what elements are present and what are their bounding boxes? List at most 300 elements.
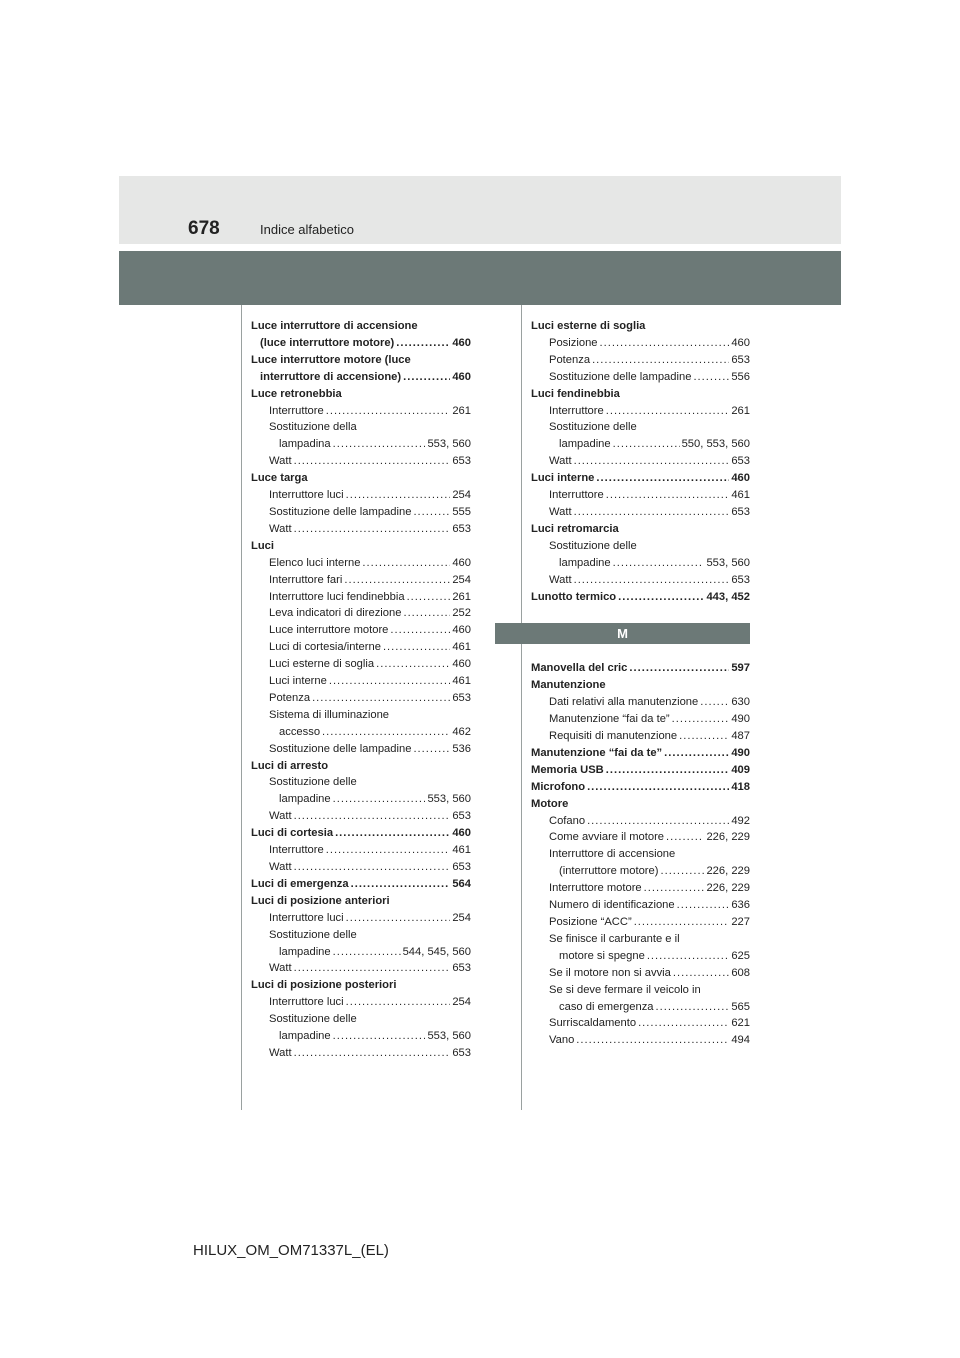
index-entry: [531, 762, 750, 779]
leader-dots: [606, 487, 730, 504]
leader-dots: [413, 741, 450, 758]
leader-dots: [638, 1015, 729, 1032]
index-entry: [531, 352, 750, 369]
index-entry: [251, 944, 471, 961]
entry-term: Potenza: [549, 353, 591, 366]
index-entry: [251, 639, 471, 656]
leader-dots: [335, 825, 450, 842]
index-entry: [251, 521, 471, 538]
entry-pages: 653: [452, 962, 471, 975]
leader-dots: [294, 453, 451, 470]
entry-pages: 462: [452, 725, 471, 738]
entry-term: Sistema di illuminazione: [269, 708, 390, 721]
index-list-m: [531, 660, 750, 1049]
entry-term: Come avviare il motore: [549, 831, 665, 844]
entry-pages: 553, 560: [427, 793, 471, 806]
index-entry: [531, 813, 750, 830]
index-entry: [531, 436, 750, 453]
entry-term: Luci di posizione anteriori: [251, 894, 390, 907]
entry-pages: 254: [452, 489, 471, 502]
index-entry: [251, 572, 471, 589]
index-entry: [531, 386, 750, 403]
entry-pages: 460: [452, 370, 471, 383]
leader-dots: [390, 622, 450, 639]
leader-dots: [362, 555, 450, 572]
entry-term: Sostituzione delle: [549, 539, 637, 552]
index-entry: [531, 521, 750, 538]
index-column-right: [531, 318, 750, 1049]
entry-term: Luce interruttore di accensione: [251, 320, 418, 332]
index-entry: [251, 403, 471, 420]
right-column-rule: [521, 305, 522, 1110]
leader-dots: [587, 813, 729, 830]
index-entry: [251, 876, 471, 893]
entry-term: Watt: [269, 810, 292, 823]
entry-pages: 461: [731, 489, 750, 502]
leader-dots: [413, 504, 450, 521]
entry-term: Microfono: [531, 780, 586, 793]
entry-pages: 597: [731, 662, 750, 675]
index-entry: [531, 846, 750, 863]
entry-term: Interruttore: [269, 844, 324, 857]
index-entry: [531, 829, 750, 846]
entry-term: Sostituzione della: [269, 421, 357, 434]
leader-dots: [346, 994, 451, 1011]
leader-dots: [407, 589, 451, 606]
entry-term: Sostituzione delle: [269, 928, 357, 941]
entry-term: motore si spegne: [559, 949, 645, 962]
leader-dots: [326, 403, 451, 420]
index-entry: [531, 999, 750, 1016]
leader-dots: [396, 335, 450, 352]
entry-term: Numero di identificazione: [549, 899, 675, 912]
index-entry: [531, 1032, 750, 1049]
entry-term: Posizione “ACC”: [549, 916, 632, 928]
entry-term: Interruttore di accensione: [549, 848, 676, 861]
index-column-left: [251, 318, 471, 1062]
index-entry: [251, 605, 471, 622]
leader-dots: [403, 605, 450, 622]
entry-term: Motore: [531, 797, 569, 810]
entry-pages: 653: [731, 455, 750, 468]
index-entry: [251, 724, 471, 741]
entry-term: Luci: [251, 539, 274, 552]
section-title: Indice alfabetico: [260, 222, 354, 237]
entry-pages: 536: [452, 742, 471, 755]
leader-dots: [351, 876, 451, 893]
entry-term: Sostituzione delle: [269, 1013, 357, 1026]
index-entry: [251, 335, 471, 352]
entry-term: Luci interne: [269, 675, 327, 688]
leader-dots: [660, 863, 704, 880]
entry-term: Sostituzione delle lampadine: [549, 370, 692, 383]
entry-term: Sostituzione delle lampadine: [269, 742, 412, 755]
index-entry: [531, 711, 750, 728]
index-entry: [251, 927, 471, 944]
entry-pages: 494: [731, 1034, 750, 1047]
entry-term: Luci di arresto: [251, 759, 329, 772]
index-entry: [531, 728, 750, 745]
entry-term: Dati relativi alla manutenzione: [549, 696, 699, 709]
leader-dots: [629, 660, 729, 677]
index-entry: [251, 453, 471, 470]
leader-dots: [376, 656, 450, 673]
entry-term: Watt: [549, 573, 572, 586]
index-list-l: [531, 318, 750, 605]
leader-dots: [333, 436, 426, 453]
entry-pages: 653: [731, 505, 750, 518]
entry-pages: 490: [731, 746, 750, 759]
entry-term: Cofano: [549, 814, 586, 827]
entry-pages: 630: [731, 696, 750, 709]
index-entry: [251, 504, 471, 521]
leader-dots: [333, 791, 426, 808]
entry-pages: 550, 553, 560: [681, 438, 750, 451]
entry-term: lampadine: [279, 793, 331, 806]
entry-term: Surriscaldamento: [549, 1017, 637, 1030]
entry-term: Vano: [549, 1034, 575, 1047]
leader-dots: [294, 521, 451, 538]
entry-pages: 461: [452, 675, 471, 688]
index-entry: [531, 982, 750, 999]
entry-term: Luci esterne di soglia: [269, 658, 375, 671]
entry-term: Watt: [549, 505, 572, 518]
leader-dots: [312, 690, 450, 707]
index-entry: [251, 960, 471, 977]
leader-dots: [677, 897, 730, 914]
entry-term: Interruttore: [549, 404, 604, 417]
index-entry: [251, 419, 471, 436]
index-entry: [531, 779, 750, 796]
entry-term: Watt: [269, 522, 292, 535]
entry-term: Memoria USB: [531, 763, 604, 776]
index-entry: [251, 791, 471, 808]
entry-term: Luci fendinebbia: [531, 387, 620, 400]
leader-dots: [574, 504, 730, 521]
index-entry: [531, 694, 750, 711]
entry-pages: 254: [452, 573, 471, 586]
entry-pages: 490: [731, 713, 750, 726]
leader-dots: [613, 555, 705, 572]
entry-term: Sostituzione delle lampadine: [269, 505, 412, 518]
entry-pages: 487: [731, 730, 750, 743]
entry-pages: 653: [452, 691, 471, 704]
leader-dots: [346, 910, 451, 927]
index-entry: [251, 487, 471, 504]
entry-pages: 254: [452, 996, 471, 1009]
leader-dots: [294, 859, 451, 876]
leader-dots: [333, 1028, 426, 1045]
leader-dots: [294, 1045, 451, 1062]
index-entry: [531, 538, 750, 555]
index-entry: [531, 931, 750, 948]
leader-dots: [700, 694, 729, 711]
entry-pages: 460: [452, 624, 471, 637]
entry-term: caso di emergenza: [559, 1000, 654, 1013]
header-dark-band: [119, 251, 841, 305]
index-entry: [531, 965, 750, 982]
entry-term: Sostituzione delle: [269, 776, 357, 789]
entry-pages: 460: [452, 336, 471, 349]
leader-dots: [606, 403, 730, 420]
entry-term: (interruttore motore): [559, 865, 659, 878]
index-entry: [531, 948, 750, 965]
entry-term: Watt: [269, 1046, 292, 1059]
index-entry: [531, 318, 750, 335]
entry-pages: 565: [731, 1000, 750, 1013]
entry-pages: 653: [452, 861, 471, 873]
entry-term: lampadine: [279, 945, 331, 958]
index-entry: [251, 369, 471, 386]
index-entry: [251, 352, 471, 369]
entry-term: Elenco luci interne: [269, 556, 361, 569]
index-entry: [251, 859, 471, 876]
entry-term: Lunotto termico: [531, 590, 617, 603]
entry-pages: 553, 560: [427, 1030, 471, 1043]
index-entry: [251, 673, 471, 690]
entry-term: Interruttore: [269, 404, 324, 417]
entry-pages: 460: [731, 336, 750, 349]
entry-term: Requisiti di manutenzione: [549, 730, 678, 743]
entry-pages: 608: [731, 966, 750, 979]
leader-dots: [613, 436, 680, 453]
leader-dots: [644, 880, 705, 897]
entry-pages: 252: [452, 607, 471, 620]
entry-pages: 461: [452, 641, 471, 654]
entry-pages: 636: [731, 899, 750, 912]
index-entry: [531, 504, 750, 521]
entry-term: Potenza: [269, 691, 311, 704]
entry-pages: 261: [452, 404, 471, 417]
entry-pages: 625: [731, 949, 750, 962]
leader-dots: [346, 487, 451, 504]
entry-pages: 261: [731, 404, 750, 417]
leader-dots: [576, 1032, 729, 1049]
leader-dots: [383, 639, 450, 656]
leader-dots: [664, 745, 729, 762]
entry-term: Luce interruttore motore (luce: [251, 353, 411, 366]
leader-dots: [322, 724, 450, 741]
leader-dots: [693, 369, 729, 386]
index-entry: [251, 318, 471, 335]
leader-dots: [672, 711, 730, 728]
entry-term: Manutenzione: [531, 679, 606, 692]
index-entry: [251, 808, 471, 825]
index-entry: [531, 487, 750, 504]
leader-dots: [600, 335, 730, 352]
leader-dots: [656, 999, 730, 1016]
left-column-rule: [241, 305, 242, 1110]
leader-dots: [329, 673, 450, 690]
entry-term: Manovella del cric: [531, 662, 628, 675]
entry-term: Interruttore luci: [269, 911, 344, 924]
entry-pages: 254: [452, 911, 471, 924]
entry-term: Interruttore fari: [269, 573, 343, 586]
entry-term: Manutenzione “fai da te”: [531, 746, 663, 759]
entry-term: lampadina: [279, 438, 331, 451]
entry-pages: 418: [731, 780, 750, 793]
entry-term: Watt: [269, 962, 292, 975]
index-entry: [251, 470, 471, 487]
leader-dots: [592, 352, 729, 369]
entry-term: Leva indicatori di direzione: [269, 607, 402, 620]
index-entry: [251, 707, 471, 724]
entry-term: Interruttore luci fendinebbia: [269, 590, 405, 603]
header-band: [119, 176, 841, 244]
index-entry: [251, 774, 471, 791]
index-entry: [251, 690, 471, 707]
index-entry: [251, 589, 471, 606]
entry-term: Luci retromarcia: [531, 522, 619, 535]
leader-dots: [634, 914, 730, 931]
entry-pages: 564: [452, 877, 471, 890]
leader-dots: [647, 948, 730, 965]
entry-pages: 461: [452, 844, 471, 857]
leader-dots: [326, 842, 451, 859]
entry-pages: 226, 229: [706, 831, 750, 844]
entry-pages: 653: [452, 810, 471, 823]
entry-term: Se il motore non si avvia: [549, 966, 671, 979]
leader-dots: [574, 453, 730, 470]
entry-term: Luce retronebbia: [251, 387, 342, 400]
entry-term: Watt: [549, 455, 572, 468]
entry-term: (luce interruttore motore): [260, 336, 395, 349]
leader-dots: [294, 808, 451, 825]
index-entry: [251, 386, 471, 403]
leader-dots: [673, 965, 729, 982]
entry-pages: 553, 560: [427, 438, 471, 451]
entry-pages: 553, 560: [706, 556, 750, 569]
index-entry: [251, 893, 471, 910]
index-entry: [251, 555, 471, 572]
leader-dots: [666, 829, 704, 846]
index-entry: [531, 335, 750, 352]
entry-term: Watt: [269, 861, 292, 873]
index-entry: [251, 910, 471, 927]
entry-term: Luci interne: [531, 472, 595, 485]
entry-pages: 653: [452, 455, 471, 468]
leader-dots: [587, 779, 729, 796]
document-code: HILUX_OM_OM71337L_(EL): [193, 1242, 389, 1259]
entry-term: Posizione: [549, 336, 598, 349]
entry-term: accesso: [279, 725, 321, 738]
entry-term: Interruttore luci: [269, 489, 344, 502]
index-entry: [531, 572, 750, 589]
entry-pages: 653: [452, 522, 471, 535]
index-entry: [531, 880, 750, 897]
leader-dots: [606, 762, 730, 779]
entry-term: Watt: [269, 455, 292, 468]
entry-term: Luci di posizione posteriori: [251, 979, 397, 992]
entry-pages: 653: [452, 1046, 471, 1059]
entry-term: Luce interruttore motore: [269, 624, 389, 637]
leader-dots: [344, 572, 450, 589]
entry-pages: 544, 545, 560: [402, 945, 471, 958]
entry-term: Interruttore luci: [269, 996, 344, 1009]
entry-term: lampadine: [279, 1030, 331, 1043]
entry-pages: 227: [731, 916, 750, 928]
index-entry: [531, 677, 750, 694]
entry-term: Se finisce il carburante e il: [549, 932, 680, 945]
entry-pages: 492: [731, 814, 750, 827]
index-entry: [251, 825, 471, 842]
index-entry: [251, 842, 471, 859]
entry-pages: 653: [731, 353, 750, 366]
entry-pages: 460: [452, 556, 471, 569]
index-entry: [531, 1015, 750, 1032]
index-entry: [531, 369, 750, 386]
entry-pages: 556: [731, 370, 750, 383]
index-entry: [251, 977, 471, 994]
leader-dots: [333, 944, 401, 961]
letter-heading: M: [495, 623, 750, 644]
entry-term: lampadine: [559, 556, 611, 569]
index-entry: [531, 453, 750, 470]
index-entry: [531, 470, 750, 487]
entry-pages: 226, 229: [706, 882, 750, 895]
leader-dots: [596, 470, 729, 487]
entry-pages: 460: [731, 472, 750, 485]
entry-pages: 460: [452, 658, 471, 671]
entry-term: interruttore di accensione): [260, 370, 402, 383]
entry-term: Luci di cortesia: [251, 827, 334, 840]
index-entry: [531, 589, 750, 606]
entry-pages: 460: [452, 827, 471, 840]
entry-pages: 409: [731, 763, 750, 776]
index-entry: [251, 538, 471, 555]
entry-term: Sostituzione delle: [549, 421, 637, 434]
entry-pages: 555: [452, 505, 471, 518]
index-entry: [251, 994, 471, 1011]
leader-dots: [574, 572, 730, 589]
index-entry: [531, 796, 750, 813]
index-entry: [251, 1028, 471, 1045]
leader-dots: [618, 589, 704, 606]
entry-term: Luci di emergenza: [251, 877, 349, 890]
entry-pages: 226, 229: [706, 865, 750, 878]
index-entry: [251, 656, 471, 673]
index-entry: [531, 403, 750, 420]
index-entry: [251, 622, 471, 639]
leader-dots: [294, 960, 451, 977]
index-entry: [531, 897, 750, 914]
index-entry: [251, 1011, 471, 1028]
entry-term: Luce targa: [251, 472, 308, 485]
entry-term: Interruttore: [549, 489, 604, 502]
index-entry: [251, 436, 471, 453]
index-entry: [531, 555, 750, 572]
entry-pages: 261: [452, 590, 471, 603]
entry-term: Interruttore motore: [549, 882, 642, 895]
page-number: 678: [188, 218, 220, 239]
leader-dots: [679, 728, 729, 745]
entry-term: Se si deve fermare il veicolo in: [549, 983, 701, 996]
index-entry: [251, 741, 471, 758]
entry-term: Luci di cortesia/interne: [269, 641, 381, 654]
index-entry: [531, 863, 750, 880]
entry-pages: 443, 452: [706, 590, 750, 603]
index-entry: [531, 745, 750, 762]
index-entry: [251, 1045, 471, 1062]
entry-term: lampadine: [559, 438, 611, 451]
entry-term: Luci esterne di soglia: [531, 320, 646, 332]
index-entry: [531, 914, 750, 931]
entry-pages: 621: [731, 1017, 750, 1030]
leader-dots: [403, 369, 450, 386]
index-entry: [531, 660, 750, 677]
index-entry: [251, 758, 471, 775]
index-entry: [531, 419, 750, 436]
